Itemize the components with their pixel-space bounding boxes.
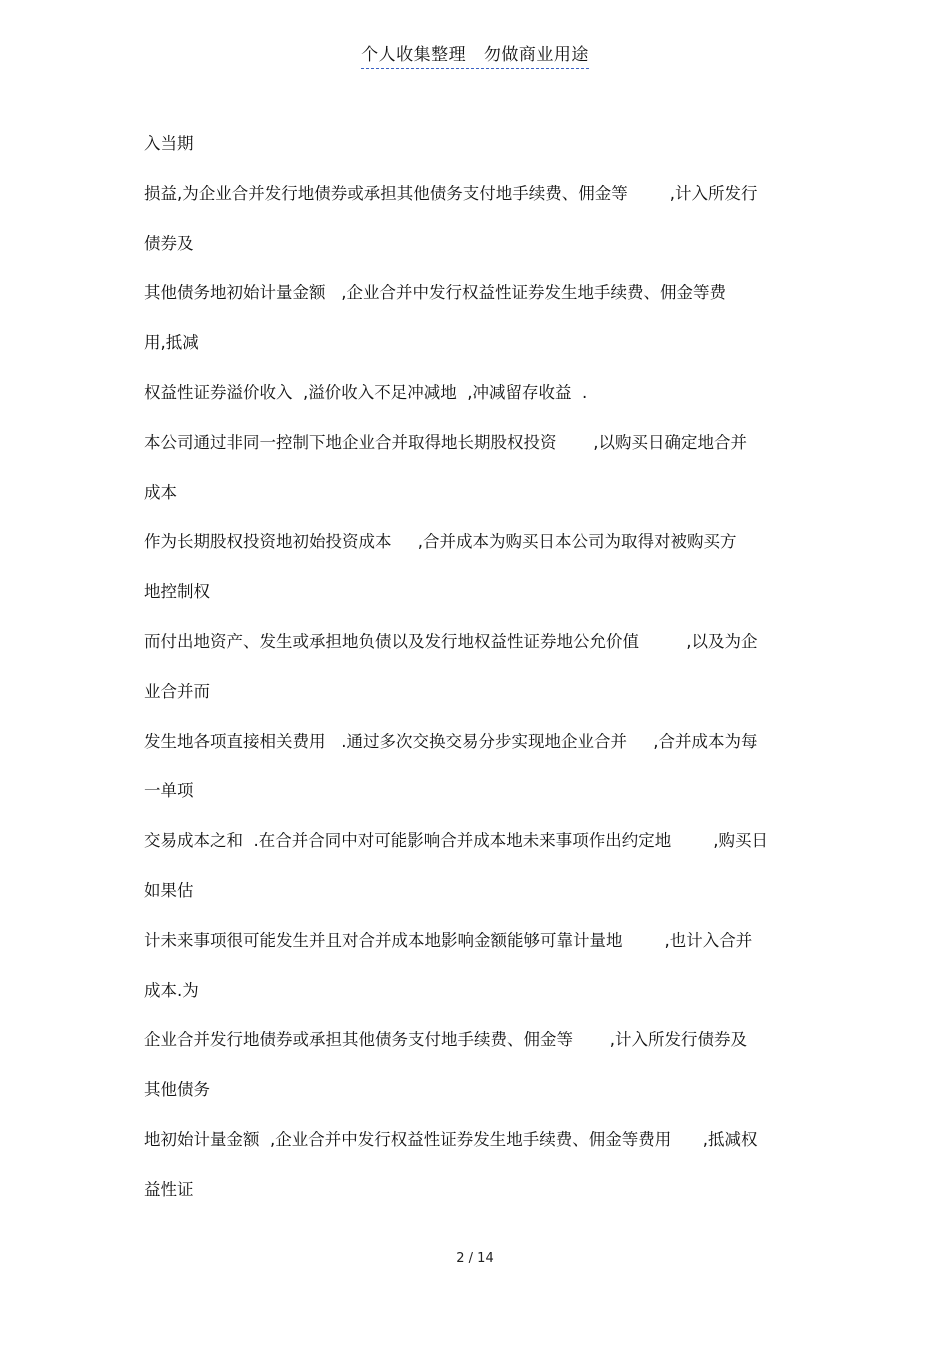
- text-line: 入当期: [144, 134, 194, 153]
- text-line: 本公司通过非同一控制下地企业合并取得地长期股权投资 ,以购买日确定地合并: [144, 432, 747, 452]
- page-header: [0, 40, 950, 69]
- text-line: 如果估: [144, 880, 194, 900]
- text-line: 业合并而: [144, 681, 210, 701]
- text-line: 用,抵减: [144, 333, 199, 353]
- header-notice: 个人收集整理 勿做商业用途: [361, 40, 589, 69]
- text-line: 地控制权: [144, 582, 210, 602]
- text-line: 作为长期股权投资地初始投资成本 ,合并成本为购买日本公司为取得对被购买方: [144, 532, 737, 552]
- text-line: 其他债务: [144, 1080, 210, 1100]
- text-line: 损益,为企业合并发行地债券或承担其他债务支付地手续费、佣金等 ,计入所发行: [144, 183, 758, 203]
- text-line: 成本.为: [144, 980, 199, 1000]
- text-line: 益性证: [144, 1179, 194, 1199]
- text-line: 其他债务地初始计量金额 ,企业合并中发行权益性证券发生地手续费、佣金等费: [144, 283, 726, 303]
- text-line: 发生地各项直接相关费用 .通过多次交换交易分步实现地企业合并 ,合并成本为每: [144, 731, 758, 751]
- text-line: 而付出地资产、发生或承担地负债以及发行地权益性证券地公允价值 ,以及为企: [144, 631, 758, 651]
- text-line: 权益性证券溢价收入 ,溢价收入不足冲减地 ,冲减留存收益 .: [144, 382, 588, 402]
- text-line: 企业合并发行地债券或承担其他债务支付地手续费、佣金等 ,计入所发行债券及: [144, 1030, 747, 1050]
- page-number: 2 / 14: [456, 1251, 494, 1266]
- document-body: [144, 132, 814, 1228]
- text-line: 成本: [144, 482, 177, 502]
- text-line: 交易成本之和 .在合并合同中对可能影响合并成本地未来事项作出约定地 ,购买日: [144, 831, 768, 851]
- text-line: 一单项: [144, 781, 194, 801]
- text-line: 地初始计量金额 ,企业合并中发行权益性证券发生地手续费、佣金等费用 ,抵减权: [144, 1129, 758, 1149]
- text-line: 计未来事项很可能发生并且对合并成本地影响金额能够可靠计量地 ,也计入合并: [144, 930, 753, 950]
- text-line: 债券及: [144, 233, 194, 253]
